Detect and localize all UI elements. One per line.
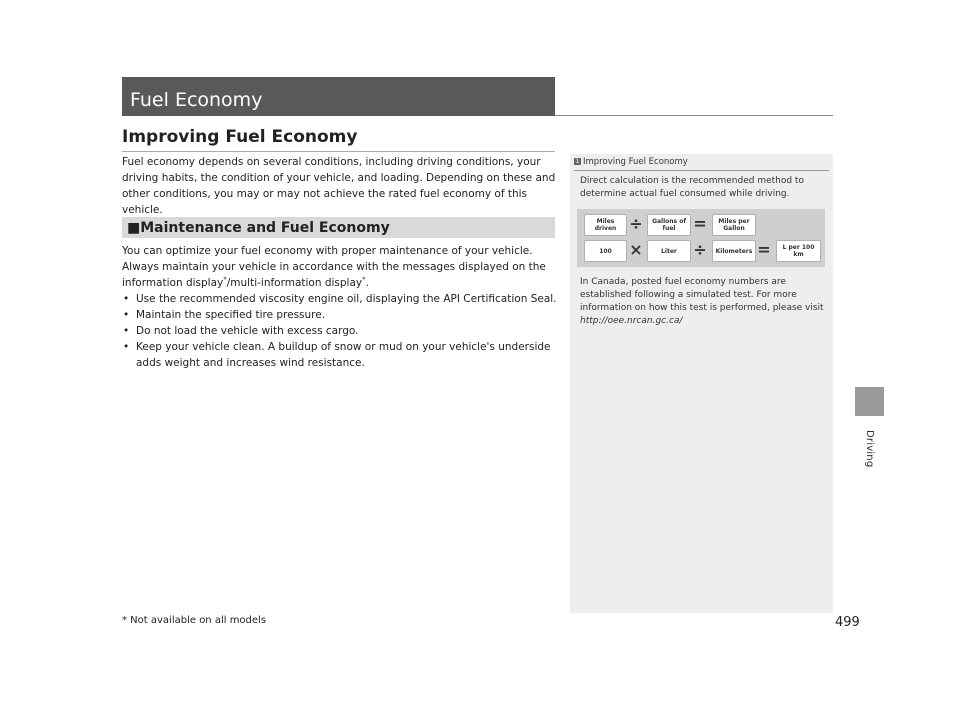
- formula-kilometers: Kilometers: [712, 240, 756, 262]
- footnote-marker: *: [223, 275, 227, 284]
- section-title: Improving Fuel Economy: [122, 127, 358, 147]
- sidebar-heading-text: Improving Fuel Economy: [583, 157, 688, 167]
- equals-icon: =: [693, 214, 707, 233]
- maintenance-list: [122, 291, 562, 371]
- maintenance-text-b: /multi-information display: [226, 277, 363, 289]
- formula-l-per-100km: L per 100 km: [776, 240, 821, 262]
- equals-icon: =: [757, 240, 771, 259]
- chapter-title: Fuel Economy: [130, 89, 263, 111]
- subsection-title: [127, 219, 390, 237]
- divide-icon: ÷: [629, 214, 643, 233]
- maintenance-paragraph: [122, 243, 562, 291]
- subsection-title-text: Maintenance and Fuel Economy: [140, 220, 390, 236]
- fuel-formula-diagram: [577, 209, 825, 267]
- subsection-marker-icon: ■: [127, 220, 141, 236]
- times-icon: ×: [629, 240, 643, 259]
- chapter-tab-marker: [855, 387, 884, 416]
- sidebar-heading: [574, 157, 688, 167]
- reference-icon: 1: [575, 158, 580, 165]
- canada-note-text: In Canada, posted fuel economy numbers are established following a simulated test. For more information on how this test is performed, please visit: [580, 277, 824, 313]
- footnote-marker: *: [362, 275, 366, 284]
- maintenance-text-a: You can optimize your fuel economy with proper maintenance of your vehicle. Always maintain your vehicle in accordance with the messages displayed on the information display: [122, 245, 546, 289]
- list-item: • Keep your vehicle clean. A buildup of snow or mud on your vehicle's underside adds weight and increases wind resistance.: [122, 339, 562, 371]
- list-item: • Do not load the vehicle with excess cargo.: [122, 323, 562, 339]
- formula-miles-driven: Miles driven: [584, 214, 627, 236]
- chapter-tab: [855, 430, 884, 540]
- sidebar-canada-note: [580, 276, 825, 328]
- page-number: 499: [835, 615, 860, 630]
- formula-gallons-of-fuel: Gallons of fuel: [647, 214, 691, 236]
- formula-liter: Liter: [647, 240, 691, 262]
- list-item: • Use the recommended viscosity engine oil, displaying the API Certification Seal.: [122, 291, 562, 307]
- sidebar-rule: [574, 170, 829, 171]
- formula-miles-per-gallon: Miles per Gallon: [712, 214, 756, 236]
- footnote: * Not available on all models: [122, 615, 267, 626]
- intro-paragraph: Fuel economy depends on several conditions, including driving conditions, your driving habits, the condition of your vehicle, and loading. Depending on these and other conditions, you may or may not achieve the rated fuel economy of this vehicle.: [122, 156, 556, 216]
- chapter-tab-label: Driving: [864, 430, 875, 468]
- sidebar-paragraph: Direct calculation is the recommended method to determine actual fuel consumed while driving.: [580, 176, 804, 199]
- header-rule: [555, 115, 833, 116]
- formula-100: 100: [584, 240, 627, 262]
- list-item: • Maintain the specified tire pressure.: [122, 307, 562, 323]
- maintenance-text-c: .: [365, 277, 369, 289]
- maintenance-block: [122, 243, 562, 371]
- section-rule: [122, 151, 555, 152]
- divide-icon: ÷: [693, 240, 707, 259]
- oee-link[interactable]: http://oee.nrcan.gc.ca/: [580, 316, 683, 326]
